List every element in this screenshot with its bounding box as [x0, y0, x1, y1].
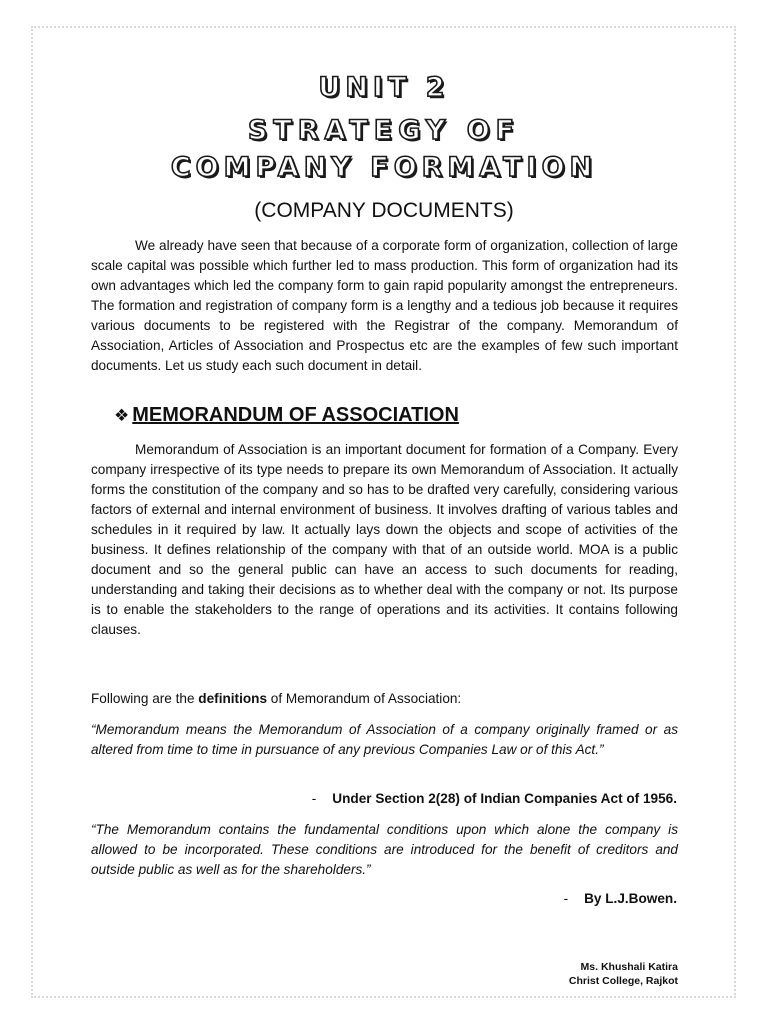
source-dash-1: - [311, 791, 317, 806]
source-text-2: By L.J.Bowen. [584, 891, 677, 906]
footer-institution: Christ College, Rajkot [568, 975, 678, 987]
section-heading [114, 404, 459, 427]
definitions-intro [91, 689, 678, 709]
definitions-intro-bold: definitions [198, 691, 268, 706]
source-dash-2: - [563, 891, 569, 906]
chapter-title-line2: COMPANY FORMATION [170, 152, 598, 183]
definition-quote-1: “Memorandum means the Memorandum of Association of a company originally framed or as altered from time to time in pursuance of any previous Companies Law or of this Act.” [91, 722, 678, 757]
footer-author: Ms. Khushali Katira [580, 961, 678, 973]
intro-paragraph: We already have seen that because of a corporate form of organization, collection of large scale capital was possible which further led to mass production. This form of organization had its own advantages which led the company form to gain rapid popularity amongst the entrepreneurs. The formation and registration of company form is a lengthy and a tedious job because it requires various documents to be registered with the Registrar of the company. Memorandum of Association, Articles of Association and Prospectus etc are the examples of few such important documents. Let us study each such document in detail. [91, 238, 678, 373]
definition-source-2 [564, 891, 677, 906]
source-text-1: Under Section 2(28) of Indian Companies Act of 1956. [332, 791, 677, 806]
section-heading-text: MEMORANDUM OF ASSOCIATION [132, 404, 459, 426]
definitions-intro-pre: Following are the [91, 691, 199, 706]
definitions-intro-post: of Memorandum of Association: [267, 691, 462, 706]
unit-title: UNIT 2 [318, 72, 450, 103]
moa-paragraph: Memorandum of Association is an important document for formation of a Company. Every company irrespective of its type needs to prepare its own Memorandum of Association. It actually forms the constitution of the company and so has to be drafted very carefully, considering various factors of external and internal environment of business. It involves drafting of various tables and schedules in it required by law. It actually lays down the objects and scope of activities of the business. It defines relationship of the company with that of an outside world. MOA is a public document and so the general public can have an access to such documents for reading, understanding and taking their decisions as to whether deal with the company or not. Its purpose is to enable the stakeholders to the range of operations and its activities. It contains following clauses. [91, 442, 678, 637]
chapter-subtitle: (COMPANY DOCUMENTS) [254, 199, 514, 222]
chapter-title-line1: STRATEGY OF [247, 115, 521, 146]
definition-quote-2: “The Memorandum contains the fundamental conditions upon which alone the company is allowed to be incorporated. These conditions are introduced for the benefit of creditors and outside public as well as for the shareholders.” [91, 822, 678, 877]
diamond-bullet-icon: ❖ [114, 406, 130, 425]
definition-source-1 [312, 791, 677, 806]
